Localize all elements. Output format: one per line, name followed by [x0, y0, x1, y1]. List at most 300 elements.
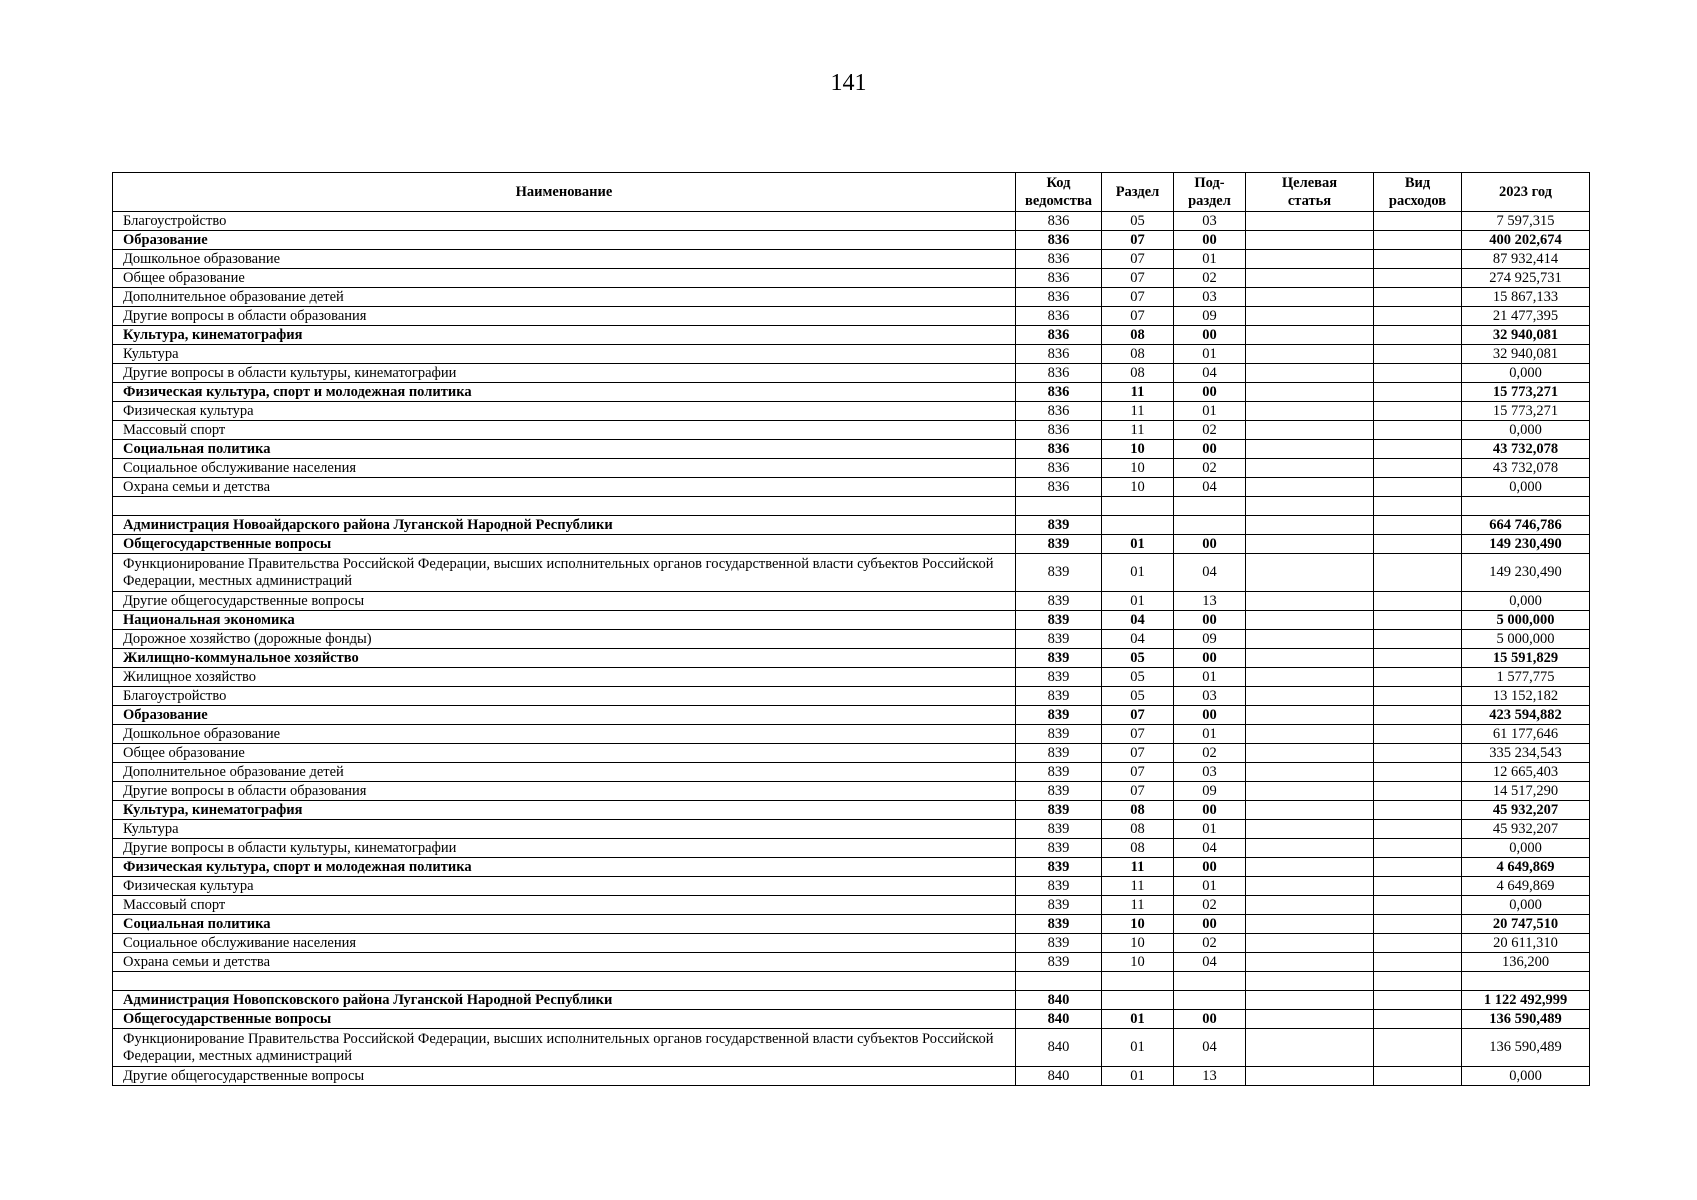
cell-target-article: [1246, 1067, 1374, 1086]
cell-section: 01: [1102, 554, 1174, 592]
cell-expense-type: [1374, 326, 1462, 345]
cell-expense-type: [1374, 801, 1462, 820]
cell-dept-code: 836: [1016, 383, 1102, 402]
cell-name: Социальная политика: [113, 915, 1016, 934]
table-row: [113, 592, 1590, 611]
cell-target-article: [1246, 478, 1374, 497]
cell-dept-code: 839: [1016, 820, 1102, 839]
table-row: [113, 497, 1590, 516]
cell-expense-type: [1374, 1067, 1462, 1086]
cell-dept-code: [1016, 497, 1102, 516]
cell-amount: 5 000,000: [1462, 630, 1590, 649]
table-row: [113, 478, 1590, 497]
cell-expense-type: [1374, 288, 1462, 307]
cell-name: Физическая культура, спорт и молодежная политика: [113, 858, 1016, 877]
cell-name: Массовый спорт: [113, 421, 1016, 440]
cell-expense-type: [1374, 364, 1462, 383]
cell-section: 11: [1102, 896, 1174, 915]
cell-amount: 4 649,869: [1462, 858, 1590, 877]
header-dept-code: [1016, 173, 1102, 212]
cell-section: 08: [1102, 820, 1174, 839]
cell-section: 08: [1102, 364, 1174, 383]
cell-dept-code: 839: [1016, 630, 1102, 649]
cell-target-article: [1246, 250, 1374, 269]
cell-section: 07: [1102, 763, 1174, 782]
table-row: [113, 953, 1590, 972]
cell-section: 07: [1102, 288, 1174, 307]
cell-subsection: 00: [1174, 649, 1246, 668]
cell-dept-code: 836: [1016, 421, 1102, 440]
cell-dept-code: 836: [1016, 345, 1102, 364]
cell-section: 10: [1102, 915, 1174, 934]
cell-amount: 0,000: [1462, 839, 1590, 858]
cell-amount: 7 597,315: [1462, 212, 1590, 231]
cell-name: Жилищное хозяйство: [113, 668, 1016, 687]
table-row: [113, 383, 1590, 402]
table-row: [113, 345, 1590, 364]
cell-section: 10: [1102, 440, 1174, 459]
cell-target-article: [1246, 687, 1374, 706]
cell-section: 10: [1102, 953, 1174, 972]
cell-section: 05: [1102, 649, 1174, 668]
table-row: [113, 250, 1590, 269]
cell-target-article: [1246, 326, 1374, 345]
cell-section: 08: [1102, 326, 1174, 345]
cell-dept-code: 836: [1016, 402, 1102, 421]
cell-subsection: 00: [1174, 535, 1246, 554]
cell-subsection: [1174, 972, 1246, 991]
cell-amount: 0,000: [1462, 364, 1590, 383]
cell-name: Массовый спорт: [113, 896, 1016, 915]
cell-dept-code: 839: [1016, 706, 1102, 725]
cell-target-article: [1246, 402, 1374, 421]
cell-subsection: 00: [1174, 231, 1246, 250]
cell-section: 07: [1102, 307, 1174, 326]
cell-subsection: 01: [1174, 725, 1246, 744]
budget-table: [112, 172, 1590, 1086]
cell-name: Образование: [113, 706, 1016, 725]
cell-subsection: 03: [1174, 288, 1246, 307]
cell-subsection: 04: [1174, 554, 1246, 592]
cell-subsection: 02: [1174, 896, 1246, 915]
cell-amount: 32 940,081: [1462, 326, 1590, 345]
cell-expense-type: [1374, 915, 1462, 934]
cell-expense-type: [1374, 763, 1462, 782]
cell-subsection: 00: [1174, 611, 1246, 630]
cell-amount: 15 773,271: [1462, 383, 1590, 402]
cell-subsection: 00: [1174, 326, 1246, 345]
cell-subsection: 13: [1174, 1067, 1246, 1086]
table-row: [113, 459, 1590, 478]
cell-target-article: [1246, 516, 1374, 535]
table-body: [113, 212, 1590, 1086]
cell-expense-type: [1374, 668, 1462, 687]
cell-subsection: 00: [1174, 383, 1246, 402]
cell-section: [1102, 516, 1174, 535]
table-row: [113, 231, 1590, 250]
cell-expense-type: [1374, 1010, 1462, 1029]
cell-target-article: [1246, 991, 1374, 1010]
cell-section: 07: [1102, 250, 1174, 269]
cell-amount: 4 649,869: [1462, 877, 1590, 896]
cell-target-article: [1246, 801, 1374, 820]
cell-amount: 87 932,414: [1462, 250, 1590, 269]
table-row: [113, 516, 1590, 535]
cell-target-article: [1246, 364, 1374, 383]
table-row: [113, 1010, 1590, 1029]
cell-name: Охрана семьи и детства: [113, 478, 1016, 497]
cell-section: 01: [1102, 1067, 1174, 1086]
cell-name: Администрация Новоайдарского района Луганской Народной Республики: [113, 516, 1016, 535]
cell-amount: 664 746,786: [1462, 516, 1590, 535]
cell-dept-code: 836: [1016, 364, 1102, 383]
cell-expense-type: [1374, 630, 1462, 649]
cell-name: Социальное обслуживание населения: [113, 934, 1016, 953]
cell-dept-code: 839: [1016, 915, 1102, 934]
cell-subsection: 00: [1174, 1010, 1246, 1029]
cell-section: 10: [1102, 934, 1174, 953]
table-row: [113, 744, 1590, 763]
cell-subsection: 00: [1174, 706, 1246, 725]
table-row: [113, 288, 1590, 307]
cell-target-article: [1246, 953, 1374, 972]
table-row: [113, 630, 1590, 649]
cell-amount: 13 152,182: [1462, 687, 1590, 706]
cell-section: 07: [1102, 782, 1174, 801]
cell-dept-code: 840: [1016, 1010, 1102, 1029]
cell-section: 11: [1102, 421, 1174, 440]
cell-dept-code: 839: [1016, 649, 1102, 668]
cell-dept-code: 839: [1016, 725, 1102, 744]
header-expense-line1: Вид: [1404, 175, 1431, 191]
cell-subsection: 09: [1174, 307, 1246, 326]
cell-name: Дошкольное образование: [113, 250, 1016, 269]
cell-subsection: 01: [1174, 345, 1246, 364]
cell-name: Физическая культура: [113, 402, 1016, 421]
cell-amount: 274 925,731: [1462, 269, 1590, 288]
cell-expense-type: [1374, 478, 1462, 497]
cell-name: [113, 972, 1016, 991]
cell-name: Жилищно-коммунальное хозяйство: [113, 649, 1016, 668]
cell-name: Национальная экономика: [113, 611, 1016, 630]
cell-name: Другие вопросы в области культуры, кинематографии: [113, 839, 1016, 858]
cell-target-article: [1246, 288, 1374, 307]
cell-section: 08: [1102, 839, 1174, 858]
cell-name: Образование: [113, 231, 1016, 250]
cell-name: Другие общегосударственные вопросы: [113, 592, 1016, 611]
cell-amount: 21 477,395: [1462, 307, 1590, 326]
cell-target-article: [1246, 592, 1374, 611]
cell-name: Функционирование Правительства Российской Федерации, высших исполнительных органов государственной власти субъектов Российской Федерации, местных администраций: [113, 1029, 1016, 1067]
cell-name: Социальная политика: [113, 440, 1016, 459]
page-number: 141: [830, 70, 867, 96]
cell-expense-type: [1374, 554, 1462, 592]
cell-expense-type: [1374, 535, 1462, 554]
cell-amount: 149 230,490: [1462, 554, 1590, 592]
cell-section: [1102, 497, 1174, 516]
cell-name: Общегосударственные вопросы: [113, 535, 1016, 554]
cell-subsection: 03: [1174, 687, 1246, 706]
cell-expense-type: [1374, 1029, 1462, 1067]
table-row: [113, 649, 1590, 668]
table-row: [113, 535, 1590, 554]
cell-amount: 136 590,489: [1462, 1010, 1590, 1029]
cell-dept-code: 840: [1016, 1067, 1102, 1086]
cell-dept-code: 839: [1016, 801, 1102, 820]
cell-target-article: [1246, 763, 1374, 782]
cell-expense-type: [1374, 516, 1462, 535]
cell-subsection: 01: [1174, 402, 1246, 421]
cell-target-article: [1246, 839, 1374, 858]
table-row: [113, 801, 1590, 820]
cell-amount: 32 940,081: [1462, 345, 1590, 364]
cell-subsection: 00: [1174, 801, 1246, 820]
cell-target-article: [1246, 1010, 1374, 1029]
cell-amount: 43 732,078: [1462, 459, 1590, 478]
cell-target-article: [1246, 212, 1374, 231]
cell-dept-code: 836: [1016, 326, 1102, 345]
cell-dept-code: 836: [1016, 231, 1102, 250]
cell-dept-code: 839: [1016, 744, 1102, 763]
cell-expense-type: [1374, 250, 1462, 269]
cell-subsection: 00: [1174, 440, 1246, 459]
cell-dept-code: 840: [1016, 991, 1102, 1010]
cell-section: 10: [1102, 478, 1174, 497]
table-header-row: [113, 173, 1590, 212]
cell-subsection: 02: [1174, 459, 1246, 478]
cell-target-article: [1246, 972, 1374, 991]
cell-name: Благоустройство: [113, 687, 1016, 706]
cell-amount: [1462, 972, 1590, 991]
table-row: [113, 440, 1590, 459]
cell-name: Дополнительное образование детей: [113, 288, 1016, 307]
cell-name: Культура: [113, 820, 1016, 839]
cell-expense-type: [1374, 269, 1462, 288]
cell-name: Общее образование: [113, 269, 1016, 288]
cell-expense-type: [1374, 744, 1462, 763]
cell-name: Благоустройство: [113, 212, 1016, 231]
cell-subsection: 02: [1174, 744, 1246, 763]
header-expense-line2: расходов: [1388, 193, 1447, 209]
cell-amount: 45 932,207: [1462, 801, 1590, 820]
cell-section: 05: [1102, 687, 1174, 706]
cell-section: 07: [1102, 269, 1174, 288]
cell-target-article: [1246, 877, 1374, 896]
cell-expense-type: [1374, 839, 1462, 858]
cell-target-article: [1246, 421, 1374, 440]
cell-target-article: [1246, 269, 1374, 288]
cell-section: 04: [1102, 630, 1174, 649]
cell-target-article: [1246, 649, 1374, 668]
table-row: [113, 706, 1590, 725]
cell-section: 04: [1102, 611, 1174, 630]
cell-target-article: [1246, 915, 1374, 934]
cell-name: Другие вопросы в области образования: [113, 307, 1016, 326]
cell-expense-type: [1374, 345, 1462, 364]
cell-subsection: 03: [1174, 212, 1246, 231]
cell-section: 08: [1102, 345, 1174, 364]
cell-name: Культура, кинематография: [113, 326, 1016, 345]
cell-amount: 61 177,646: [1462, 725, 1590, 744]
cell-subsection: 01: [1174, 668, 1246, 687]
cell-expense-type: [1374, 953, 1462, 972]
cell-amount: 136 590,489: [1462, 1029, 1590, 1067]
cell-dept-code: 839: [1016, 896, 1102, 915]
cell-name: Общегосударственные вопросы: [113, 1010, 1016, 1029]
cell-amount: 149 230,490: [1462, 535, 1590, 554]
table-row: [113, 554, 1590, 592]
cell-subsection: 04: [1174, 1029, 1246, 1067]
table-row: [113, 269, 1590, 288]
table-row: [113, 421, 1590, 440]
cell-dept-code: 839: [1016, 934, 1102, 953]
cell-name: Дошкольное образование: [113, 725, 1016, 744]
cell-dept-code: 836: [1016, 269, 1102, 288]
table-row: [113, 668, 1590, 687]
cell-dept-code: 836: [1016, 478, 1102, 497]
cell-name: Общее образование: [113, 744, 1016, 763]
cell-expense-type: [1374, 231, 1462, 250]
cell-target-article: [1246, 535, 1374, 554]
cell-target-article: [1246, 668, 1374, 687]
cell-name: Культура, кинематография: [113, 801, 1016, 820]
cell-subsection: 04: [1174, 478, 1246, 497]
cell-expense-type: [1374, 592, 1462, 611]
table-row: [113, 877, 1590, 896]
table-row: [113, 896, 1590, 915]
table-row: [113, 820, 1590, 839]
cell-dept-code: 836: [1016, 307, 1102, 326]
cell-dept-code: 840: [1016, 1029, 1102, 1067]
table-row: [113, 991, 1590, 1010]
table-row: [113, 402, 1590, 421]
cell-amount: 0,000: [1462, 896, 1590, 915]
header-subsection-line2: раздел: [1188, 193, 1231, 209]
cell-target-article: [1246, 896, 1374, 915]
cell-expense-type: [1374, 212, 1462, 231]
cell-section: 05: [1102, 212, 1174, 231]
cell-name: Администрация Новопсковского района Луганской Народной Республики: [113, 991, 1016, 1010]
cell-dept-code: 839: [1016, 611, 1102, 630]
table-row: [113, 915, 1590, 934]
cell-subsection: 01: [1174, 250, 1246, 269]
cell-dept-code: 839: [1016, 668, 1102, 687]
cell-target-article: [1246, 630, 1374, 649]
header-section: Раздел: [1102, 173, 1174, 212]
cell-section: 01: [1102, 1010, 1174, 1029]
cell-name: Культура: [113, 345, 1016, 364]
cell-expense-type: [1374, 896, 1462, 915]
cell-subsection: 02: [1174, 269, 1246, 288]
cell-section: 10: [1102, 459, 1174, 478]
cell-target-article: [1246, 744, 1374, 763]
cell-section: 05: [1102, 668, 1174, 687]
cell-expense-type: [1374, 497, 1462, 516]
table-row: [113, 1029, 1590, 1067]
cell-amount: 12 665,403: [1462, 763, 1590, 782]
header-expense-type: [1374, 173, 1462, 212]
cell-dept-code: 836: [1016, 459, 1102, 478]
cell-expense-type: [1374, 402, 1462, 421]
cell-amount: 0,000: [1462, 421, 1590, 440]
cell-target-article: [1246, 307, 1374, 326]
cell-target-article: [1246, 706, 1374, 725]
table-row: [113, 763, 1590, 782]
cell-target-article: [1246, 497, 1374, 516]
table-row: [113, 212, 1590, 231]
cell-subsection: 00: [1174, 858, 1246, 877]
cell-section: 01: [1102, 592, 1174, 611]
table-row: [113, 611, 1590, 630]
table-row: [113, 934, 1590, 953]
cell-section: 11: [1102, 402, 1174, 421]
cell-name: Функционирование Правительства Российской Федерации, высших исполнительных органов государственной власти субъектов Российской Федерации, местных администраций: [113, 554, 1016, 592]
cell-section: 11: [1102, 858, 1174, 877]
cell-dept-code: 836: [1016, 288, 1102, 307]
cell-amount: 136,200: [1462, 953, 1590, 972]
cell-section: 01: [1102, 1029, 1174, 1067]
cell-name: Другие вопросы в области образования: [113, 782, 1016, 801]
table-row: [113, 307, 1590, 326]
cell-amount: 45 932,207: [1462, 820, 1590, 839]
cell-subsection: 02: [1174, 934, 1246, 953]
header-target-article: [1246, 173, 1374, 212]
cell-expense-type: [1374, 725, 1462, 744]
header-dept-line2: ведомства: [1025, 193, 1092, 209]
cell-amount: 0,000: [1462, 478, 1590, 497]
cell-dept-code: 839: [1016, 877, 1102, 896]
table-row: [113, 1067, 1590, 1086]
cell-amount: 43 732,078: [1462, 440, 1590, 459]
header-target-line2: статья: [1287, 193, 1332, 209]
cell-target-article: [1246, 934, 1374, 953]
cell-section: 07: [1102, 725, 1174, 744]
cell-subsection: 01: [1174, 820, 1246, 839]
cell-amount: 15 591,829: [1462, 649, 1590, 668]
cell-expense-type: [1374, 611, 1462, 630]
cell-expense-type: [1374, 440, 1462, 459]
cell-expense-type: [1374, 649, 1462, 668]
cell-amount: 1 122 492,999: [1462, 991, 1590, 1010]
cell-expense-type: [1374, 307, 1462, 326]
cell-expense-type: [1374, 421, 1462, 440]
cell-dept-code: 839: [1016, 858, 1102, 877]
cell-subsection: [1174, 497, 1246, 516]
cell-dept-code: 839: [1016, 592, 1102, 611]
cell-expense-type: [1374, 459, 1462, 478]
cell-amount: 20 747,510: [1462, 915, 1590, 934]
cell-dept-code: 836: [1016, 440, 1102, 459]
cell-section: [1102, 991, 1174, 1010]
cell-subsection: 01: [1174, 877, 1246, 896]
cell-dept-code: 839: [1016, 535, 1102, 554]
table-row: [113, 839, 1590, 858]
header-name: Наименование: [113, 173, 1016, 212]
cell-dept-code: 839: [1016, 763, 1102, 782]
cell-amount: 335 234,543: [1462, 744, 1590, 763]
cell-name: Физическая культура: [113, 877, 1016, 896]
cell-dept-code: 839: [1016, 554, 1102, 592]
cell-expense-type: [1374, 687, 1462, 706]
cell-section: 07: [1102, 706, 1174, 725]
cell-subsection: 04: [1174, 364, 1246, 383]
cell-name: Другие общегосударственные вопросы: [113, 1067, 1016, 1086]
cell-target-article: [1246, 554, 1374, 592]
cell-name: Охрана семьи и детства: [113, 953, 1016, 972]
cell-name: Дополнительное образование детей: [113, 763, 1016, 782]
cell-amount: 15 773,271: [1462, 402, 1590, 421]
cell-section: 07: [1102, 231, 1174, 250]
